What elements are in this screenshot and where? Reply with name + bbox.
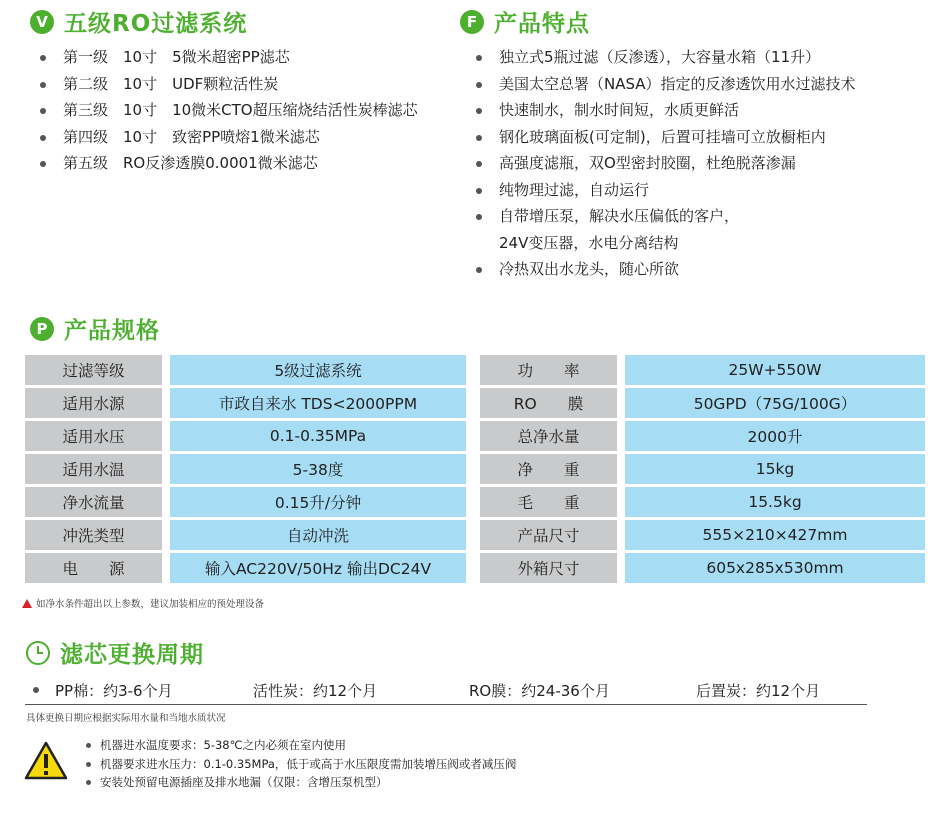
- requirement-item: 安装处预留电源插座及排水地漏（仅限：含增压泵机型）: [84, 773, 516, 792]
- bullet-icon: [40, 161, 46, 167]
- filtration-title: [30, 5, 247, 38]
- cycle-item: 后置炭：约12个月: [696, 682, 821, 700]
- filter-v-icon: V: [30, 10, 54, 34]
- feature-f-icon: F: [460, 10, 484, 34]
- feature-item: 快速制水，制水时间短，水质更鲜活: [469, 97, 856, 124]
- table-row: [25, 355, 925, 385]
- table-row: [25, 487, 925, 517]
- spec-value: 市政自来水 TDS<2000PPM: [170, 388, 466, 418]
- specs-title: [30, 312, 160, 345]
- cycle-title: [26, 636, 204, 669]
- spec-value: 0.15升/分钟: [170, 487, 466, 517]
- spec-label: 适用水温: [25, 454, 170, 484]
- spec-value: 605x285x530mm: [625, 553, 925, 583]
- requirement-item: 机器进水温度要求：5-38℃之内必须在室内使用: [84, 736, 516, 755]
- bullet-icon: [476, 188, 482, 194]
- filtration-title-text: 五级RO过滤系统: [64, 11, 248, 37]
- table-row: [25, 553, 925, 583]
- cycle-note: 具体更换日期应根据实际用水量和当地水质状况: [26, 713, 226, 724]
- spec-value: 输入AC220V/50Hz 输出DC24V: [170, 553, 466, 583]
- cycle-title-text: 滤芯更换周期: [60, 642, 204, 668]
- spec-value: 2000升: [625, 421, 925, 451]
- bullet-icon: [86, 743, 91, 748]
- filtration-item: 第一级 10寸 5微米超密PP滤芯: [33, 44, 418, 71]
- cycle-item: RO膜：约24-36个月: [469, 682, 610, 700]
- feature-item: 纯物理过滤，自动运行: [469, 177, 856, 204]
- spec-label: 过滤等级: [25, 355, 170, 385]
- features-title: [460, 5, 590, 38]
- spec-note: 如净水条件超出以上参数，建议加装相应的预处理设备: [22, 596, 264, 610]
- bullet-icon: [40, 55, 46, 61]
- feature-item: 高强度滤瓶，双O型密封胶圈，杜绝脱落渗漏: [469, 150, 856, 177]
- table-row: [25, 388, 925, 418]
- bullet-icon: [40, 135, 46, 141]
- spec-label: 冲洗类型: [25, 520, 170, 550]
- filtration-item: 第五级 RO反渗透膜0.0001微米滤芯: [33, 150, 418, 177]
- bullet-icon: [40, 82, 46, 88]
- spec-value: 555×210×427mm: [625, 520, 925, 550]
- bullet-icon: [33, 687, 39, 693]
- spec-value: 自动冲洗: [170, 520, 466, 550]
- spec-label: 净 重: [480, 454, 625, 484]
- spec-value: 0.1-0.35MPa: [170, 421, 466, 451]
- table-row: [25, 454, 925, 484]
- bullet-icon: [476, 267, 482, 273]
- spec-value: 50GPD（75G/100G）: [625, 388, 925, 418]
- spec-label: RO 膜: [480, 388, 625, 418]
- feature-item-continuation: 24V变压器，水电分离结构: [499, 233, 679, 252]
- clock-icon: [26, 641, 50, 665]
- spec-label: 毛 重: [480, 487, 625, 517]
- divider: [25, 704, 867, 705]
- bullet-icon: [476, 55, 482, 61]
- bullet-icon: [476, 108, 482, 114]
- spec-value: 25W+550W: [625, 355, 925, 385]
- table-row: [25, 421, 925, 451]
- requirement-item: 机器要求进水压力：0.1-0.35MPa，低于或高于水压限度需加装增压阀或者减压阀: [84, 755, 516, 774]
- filtration-list: [33, 44, 418, 177]
- filtration-item: 第四级 10寸 致密PP喷熔1微米滤芯: [33, 124, 418, 151]
- bullet-icon: [40, 108, 46, 114]
- cycle-item: 活性炭：约12个月: [253, 682, 378, 700]
- spec-label: 总净水量: [480, 421, 625, 451]
- spec-label: 适用水压: [25, 421, 170, 451]
- cycle-item: PP棉：约3-6个月: [55, 682, 173, 700]
- cycle-row: [33, 678, 867, 704]
- spec-label: 产品尺寸: [480, 520, 625, 550]
- feature-item: 自带增压泵，解决水压偏低的客户，: [469, 203, 856, 230]
- warning-triangle-icon: [24, 741, 68, 781]
- bullet-icon: [86, 780, 91, 785]
- filtration-item: 第二级 10寸 UDF颗粒活性炭: [33, 71, 418, 98]
- spec-value: 5级过滤系统: [170, 355, 466, 385]
- features-list: [469, 44, 856, 283]
- bullet-icon: [476, 82, 482, 88]
- feature-item: 独立式5瓶过滤（反渗透），大容量水箱（11升）: [469, 44, 856, 71]
- requirements-list: [84, 736, 516, 792]
- table-row: [25, 520, 925, 550]
- feature-item: 钢化玻璃面板(可定制)，后置可挂墙可立放橱柜内: [469, 124, 856, 151]
- spec-label: 适用水源: [25, 388, 170, 418]
- features-title-text: 产品特点: [494, 11, 590, 37]
- bullet-icon: [476, 214, 482, 220]
- specs-title-text: 产品规格: [64, 318, 160, 344]
- bullet-icon: [476, 161, 482, 167]
- spec-label: 功 率: [480, 355, 625, 385]
- spec-value: 15.5kg: [625, 487, 925, 517]
- feature-item: 冷热双出水龙头，随心所欲: [469, 256, 856, 283]
- spec-label: 电 源: [25, 553, 170, 583]
- spec-p-icon: P: [30, 317, 54, 341]
- bullet-icon: [476, 135, 482, 141]
- spec-value: 15kg: [625, 454, 925, 484]
- spec-label: 净水流量: [25, 487, 170, 517]
- bullet-icon: [86, 762, 91, 767]
- spec-value: 5-38度: [170, 454, 466, 484]
- filtration-item: 第三级 10寸 10微米CTO超压缩烧结活性炭棒滤芯: [33, 97, 418, 124]
- warning-small-icon: [22, 599, 32, 608]
- spec-table: [25, 352, 925, 586]
- spec-label: 外箱尺寸: [480, 553, 625, 583]
- feature-item: 美国太空总署（NASA）指定的反渗透饮用水过滤技术: [469, 71, 856, 98]
